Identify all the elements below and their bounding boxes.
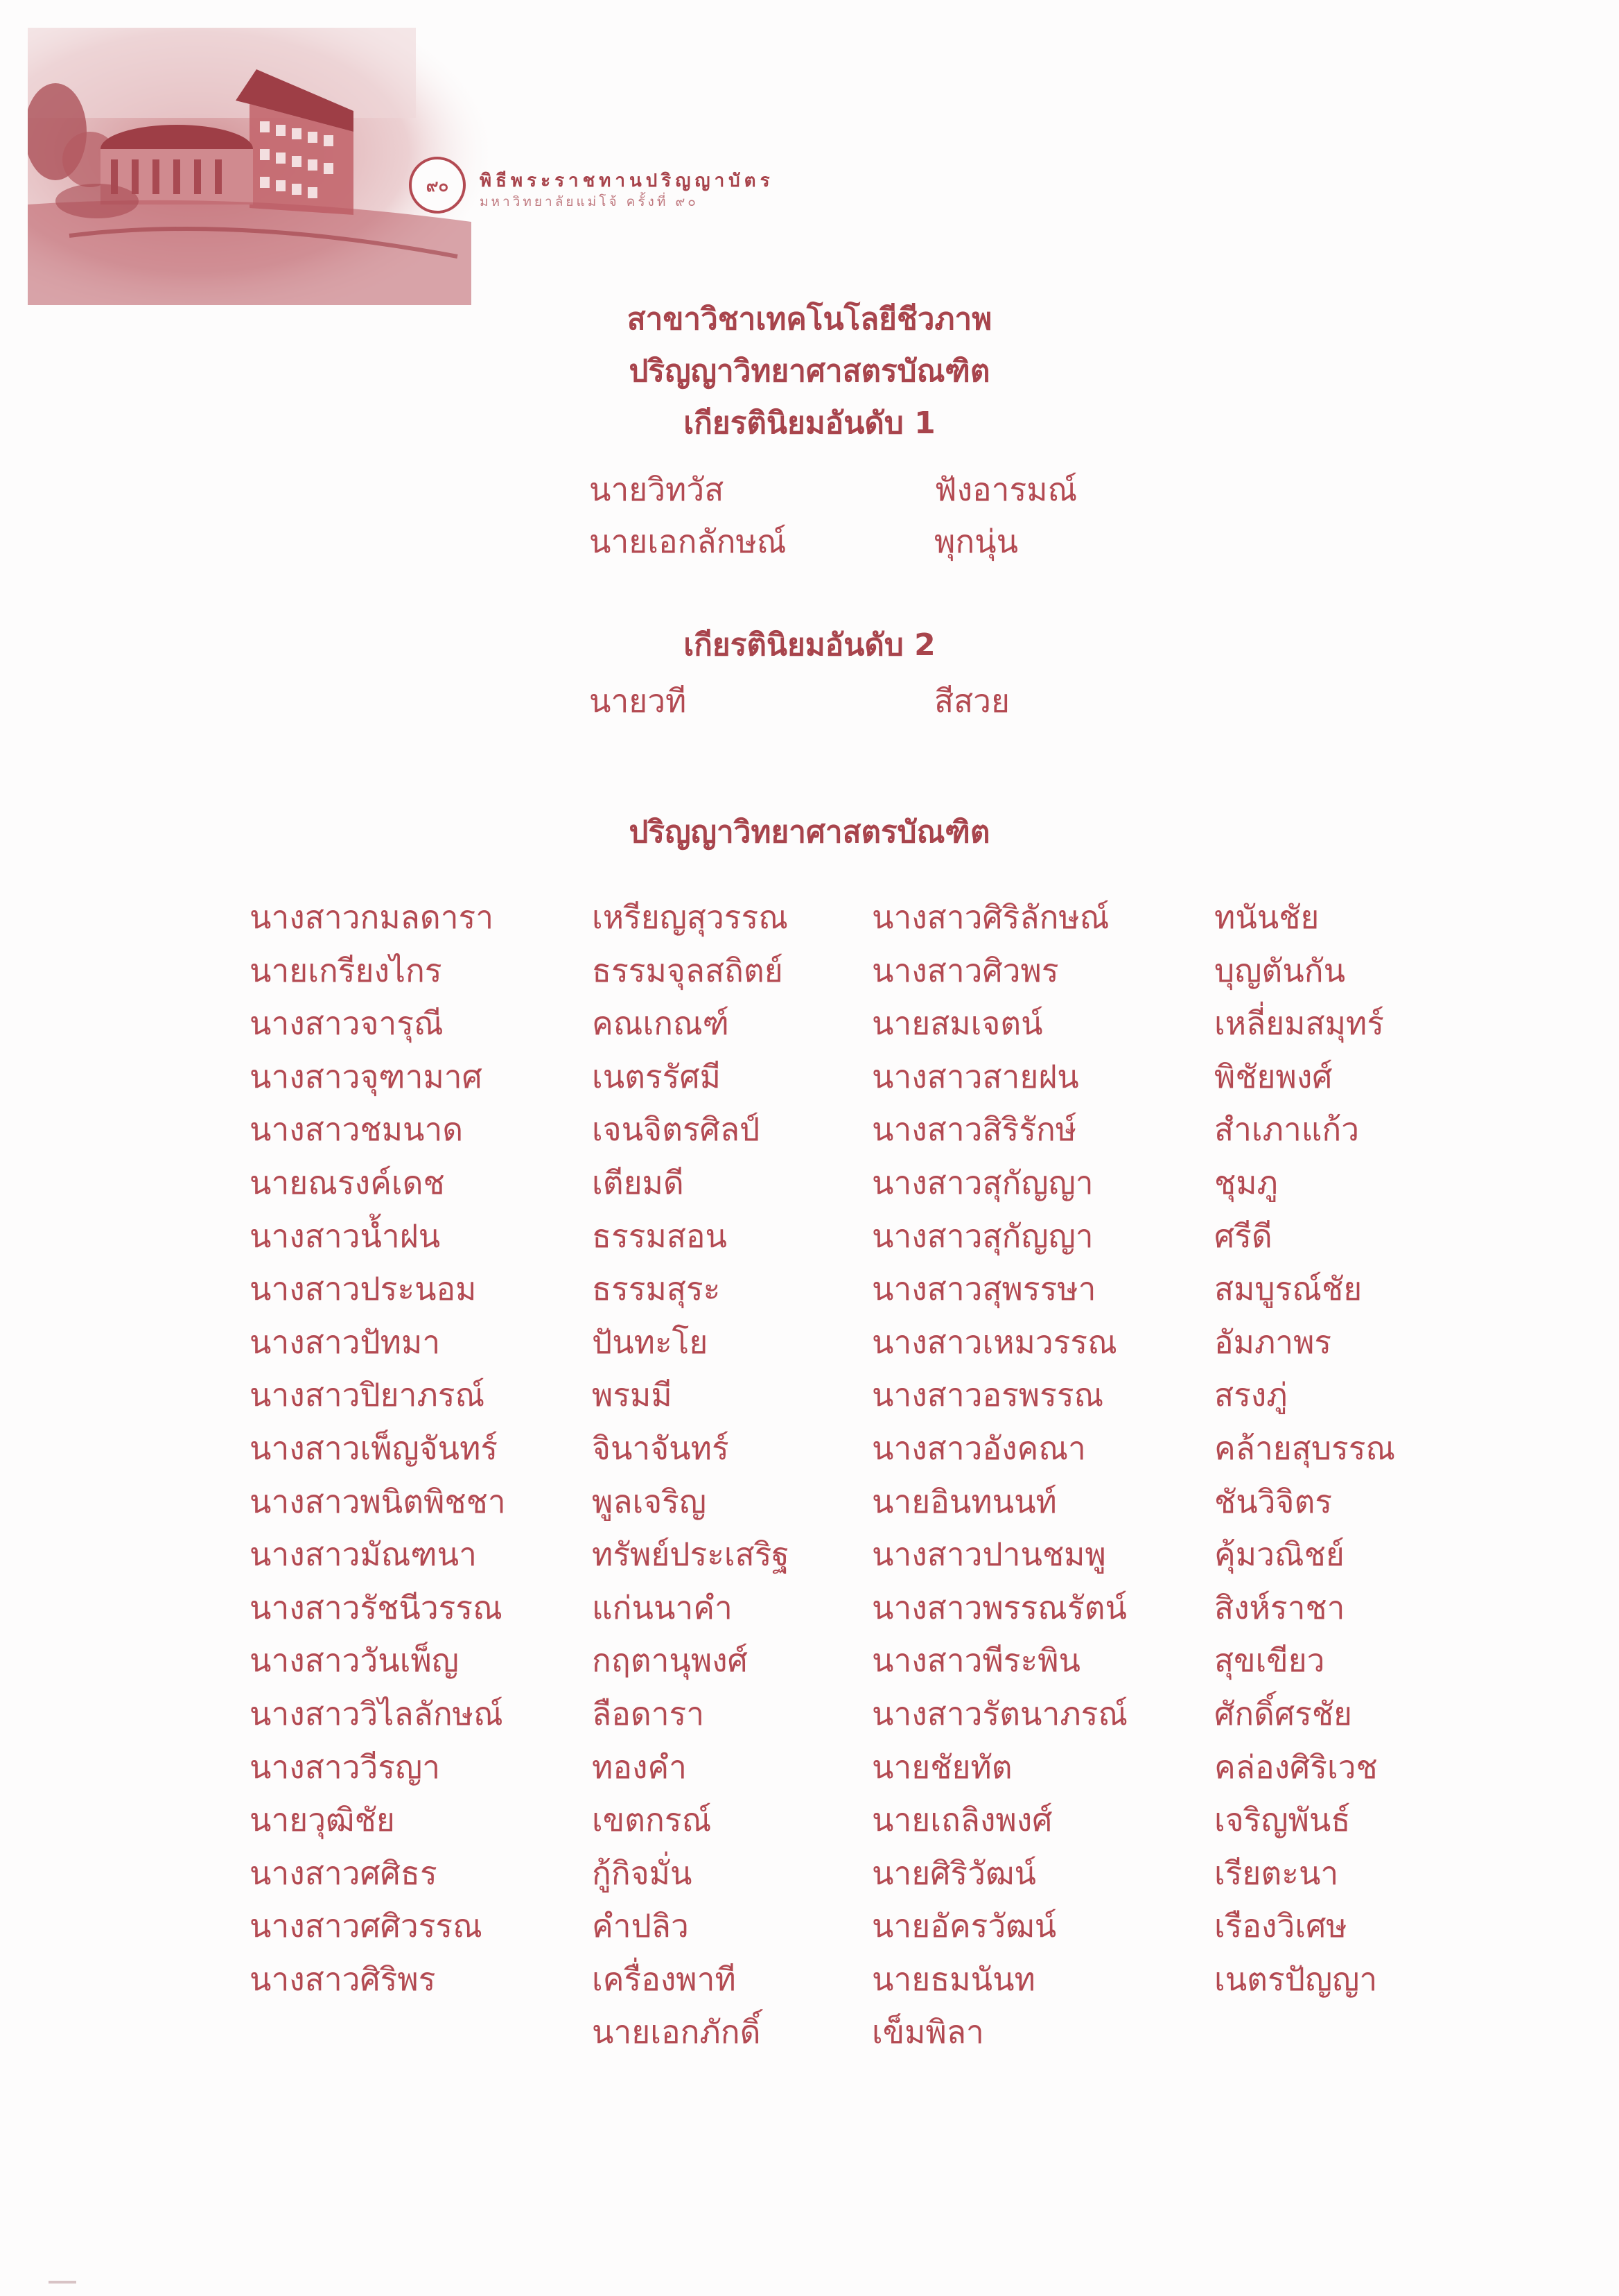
graduate-first-name: นางสาวศิริลักษณ์ <box>872 898 1110 936</box>
honor1-last-name: พุกนุ่น <box>934 523 1019 560</box>
graduate-first-name: นางสาวสิริรักษ์ <box>872 1111 1077 1149</box>
graduate-last-name: ทองคำ <box>592 1748 688 1786</box>
graduate-first-name: นางสาวศศิธร <box>250 1854 437 1892</box>
graduate-last-name: จินาจันทร์ <box>592 1429 729 1467</box>
graduate-last-name: บุญตันกัน <box>1214 951 1346 989</box>
graduate-first-name: นางสาวอรพรรณ <box>872 1376 1104 1414</box>
graduate-first-name: นางสาวพนิตพิชชา <box>250 1482 506 1520</box>
graduate-last-name: ธรรมจุลสถิตย์ <box>592 951 783 989</box>
graduate-first-name: นางสาววิไลลักษณ์ <box>250 1694 503 1732</box>
graduate-last-name: สมบูรณ์ชัย <box>1214 1270 1363 1308</box>
graduate-last-name: กฤตานุพงศ์ <box>592 1642 748 1680</box>
honor1-heading: เกียรตินิยมอันดับ 1 <box>683 406 936 441</box>
graduate-first-name: นางสาวพรรณรัตน์ <box>872 1588 1127 1626</box>
graduate-first-name: นางสาวจารุณี <box>250 1004 444 1043</box>
last-name-column-1 <box>592 891 789 2059</box>
graduate-last-name: เนตรรัศมี <box>592 1057 721 1095</box>
graduate-first-name: นายเกรียงไกร <box>250 951 442 989</box>
graduate-first-name: นายชัยทัต <box>872 1748 1013 1786</box>
graduate-first-name: นายเถลิงพงศ์ <box>872 1801 1053 1839</box>
honor1-first-name: นายเอกลักษณ์ <box>589 523 787 560</box>
graduate-last-name: เตียมดี <box>592 1163 684 1201</box>
graduate-last-name: ชันวิจิตร <box>1214 1482 1333 1520</box>
graduate-last-name: คุ้มวณิชย์ <box>1214 1536 1345 1574</box>
honor2-first-name: นายวที <box>589 682 687 720</box>
graduate-first-name: นายอินทนนท์ <box>872 1482 1057 1520</box>
graduate-last-name: สิงห์ราชา <box>1214 1588 1345 1626</box>
graduate-first-name: นางสาวศิริพร <box>250 1960 436 1998</box>
graduate-last-name: พิชัยพงศ์ <box>1214 1057 1333 1095</box>
graduate-first-name: นายสมเจตน์ <box>872 1004 1043 1043</box>
graduate-last-name: ลือดารา <box>592 1694 705 1732</box>
graduate-last-name: เรียตะนา <box>1214 1854 1339 1892</box>
graduate-first-name: นายณรงค์เดช <box>250 1163 445 1201</box>
scan-edge-mark <box>49 2281 76 2284</box>
graduate-first-name: นางสาวศิวพร <box>872 951 1059 989</box>
graduate-last-name: ธรรมสอน <box>592 1217 727 1255</box>
graduate-first-name: นางสาวจุฑามาศ <box>250 1057 482 1095</box>
graduate-last-name: ทรัพย์ประเสริฐ <box>592 1536 789 1574</box>
honor2-last-name: สีสวย <box>934 682 1010 720</box>
graduate-first-name: นางสาวปิยาภรณ์ <box>250 1376 485 1414</box>
graduate-last-name: สรงภู่ <box>1214 1376 1288 1414</box>
graduate-first-name: นางสาวอังคณา <box>872 1429 1086 1467</box>
graduate-last-name: แก่นนาคำ <box>592 1588 733 1626</box>
graduate-first-name: นางสาวปานชมพู <box>872 1536 1106 1574</box>
graduate-last-name: นายเอกภักดิ์ <box>592 2013 761 2051</box>
graduate-first-name: นางสาววันเพ็ญ <box>250 1642 459 1680</box>
graduate-first-name: นางสาวพีระพิน <box>872 1642 1080 1680</box>
ceremony-title: พิธีพระราชทานปริญญาบัตร <box>480 171 774 191</box>
graduate-last-name: คณเกณฑ์ <box>592 1004 729 1043</box>
degree-heading: ปริญญาวิทยาศาสตรบัณฑิต <box>629 354 990 389</box>
graduate-last-name: เครื่องพาที <box>592 1960 736 1998</box>
honor1-last-name: ฟังอารมณ์ <box>934 471 1078 508</box>
graduate-first-name: นายวุฒิชัย <box>250 1801 395 1839</box>
ceremony-subtitle: มหาวิทยาลัยแม่โจ้ ครั้งที่ ๙๐ <box>480 194 699 209</box>
graduate-last-name: เจริญพันธ์ <box>1214 1801 1351 1839</box>
graduate-first-name: นางสาวศศิวรรณ <box>250 1907 482 1945</box>
graduate-first-name: นางสาวสายฝน <box>872 1057 1079 1095</box>
degree-list-heading: ปริญญาวิทยาศาสตรบัณฑิต <box>629 815 990 850</box>
graduate-last-name: คล่องศิริเวช <box>1214 1748 1378 1786</box>
graduate-first-name: นางสาวมัณฑนา <box>250 1536 477 1574</box>
graduate-first-name: นายศิริวัฒน์ <box>872 1854 1036 1892</box>
graduate-last-name: พรมมี <box>592 1376 672 1414</box>
graduate-last-name: ศักดิ์ศรชัย <box>1214 1694 1353 1732</box>
graduate-first-name: นางสาวสุกัญญา <box>872 1217 1094 1255</box>
graduate-first-name: นางสาวน้ำฝน <box>250 1217 441 1255</box>
ceremony-emblem: ๙๐ <box>409 157 466 214</box>
graduate-first-name: นายธมนันท <box>872 1960 1035 1998</box>
graduate-last-name: สุขเขียว <box>1214 1642 1325 1680</box>
graduate-first-name: นางสาวปัทมา <box>250 1323 441 1361</box>
graduate-first-name: นางสาวเหมวรรณ <box>872 1323 1117 1361</box>
first-name-column-2 <box>872 891 1128 2059</box>
graduate-names-grid <box>250 891 1442 2069</box>
graduate-last-name: ธรรมสุระ <box>592 1270 721 1308</box>
graduate-last-name: อัมภาพร <box>1214 1323 1332 1361</box>
graduate-first-name: นางสาวกมลดารา <box>250 898 494 936</box>
graduate-first-name: นางสาวชมนาด <box>250 1111 464 1149</box>
first-name-column-1 <box>250 891 506 2006</box>
graduate-last-name: เรืองวิเศษ <box>1214 1907 1347 1945</box>
graduate-first-name: นางสาววีรญา <box>250 1748 441 1786</box>
graduate-last-name: ทนันชัย <box>1214 898 1320 936</box>
graduate-first-name: นางสาวสุพรรษา <box>872 1270 1096 1308</box>
graduate-last-name: กู้กิจมั่น <box>592 1854 692 1892</box>
honor1-first-name: นายวิทวัส <box>589 471 724 508</box>
graduate-first-name: เข็มพิลา <box>872 2013 984 2051</box>
graduate-first-name: นางสาวสุกัญญา <box>872 1163 1094 1201</box>
graduate-last-name: คล้ายสุบรรณ <box>1214 1429 1396 1467</box>
honor2-heading: เกียรตินิยมอันดับ 2 <box>683 627 936 663</box>
graduate-first-name: นางสาวรัตนาภรณ์ <box>872 1694 1128 1732</box>
graduate-first-name: นางสาวรัชนีวรรณ <box>250 1588 502 1626</box>
graduate-last-name: เจนจิตรศิลป์ <box>592 1111 760 1149</box>
graduate-last-name: พูลเจริญ <box>592 1482 707 1520</box>
graduate-last-name: ปันทะโย <box>592 1323 708 1361</box>
graduate-last-name: เหลี่ยมสมุทร์ <box>1214 1004 1384 1043</box>
graduate-first-name: นางสาวประนอม <box>250 1270 477 1308</box>
graduate-last-name: เนตรปัญญา <box>1214 1960 1378 1998</box>
graduate-last-name: เขตกรณ์ <box>592 1801 712 1839</box>
graduate-last-name: เหรียญสุวรรณ <box>592 898 788 936</box>
last-name-column-2 <box>1214 891 1395 2006</box>
graduate-last-name: ชุมภู <box>1214 1163 1278 1201</box>
graduate-first-name: นางสาวเพ็ญจันทร์ <box>250 1429 498 1467</box>
graduate-last-name: คำปลิว <box>592 1907 689 1945</box>
department-heading: สาขาวิชาเทคโนโลยีชีวภาพ <box>627 302 992 337</box>
graduate-first-name: นายอัครวัฒน์ <box>872 1907 1057 1945</box>
graduate-last-name: สำเภาแก้ว <box>1214 1111 1360 1149</box>
graduate-last-name: ศรีดี <box>1214 1217 1272 1255</box>
